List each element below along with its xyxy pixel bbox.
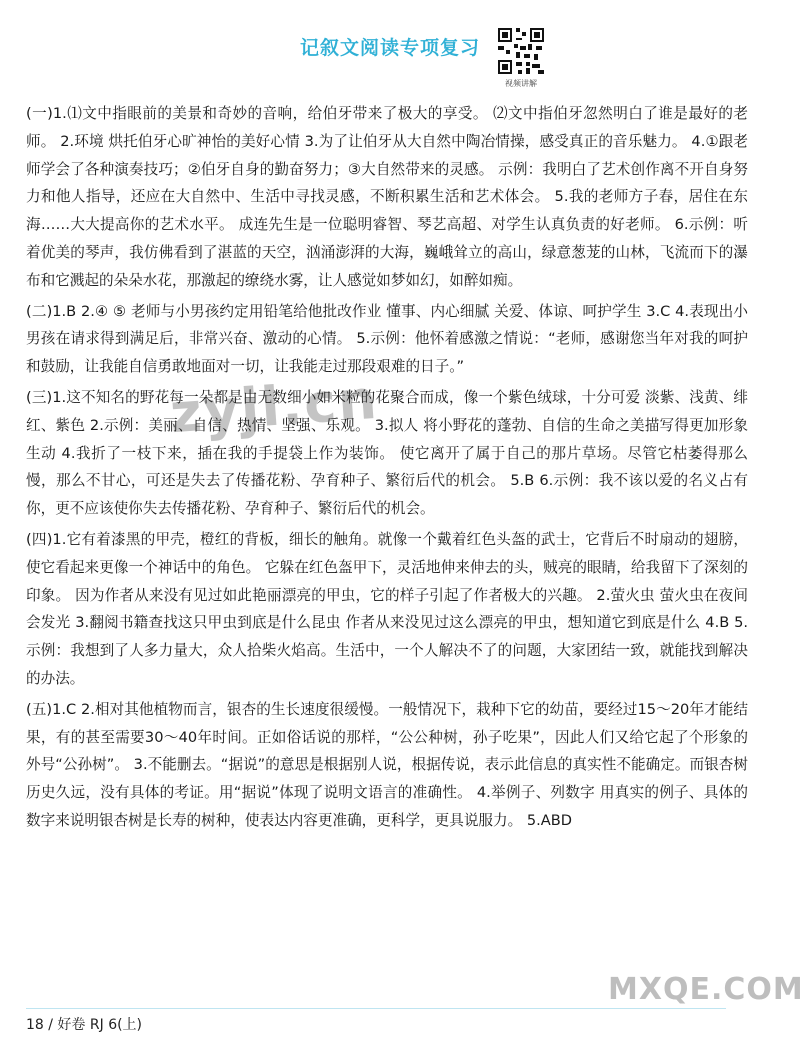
section-1: [26, 100, 748, 295]
page-footer: 18 / 好卷 RJ 6(上): [26, 1017, 143, 1033]
section-2: [26, 298, 748, 381]
section-4: [26, 526, 748, 693]
section-5-text: (五)1.C 2.相对其他植物而言，银杏的生长速度很缓慢。一般情况下，栽种下它的幼苗，要经过15～20年才能结果，有的甚至需要30～40年时间。正如俗话说的那样，“公公种树，孙子吃果”，因此人们又给它起了个形象的外号“公孙树”。 3.不能删去。“据说”的意思是根据别人说，根据传说，表示此信息的真实性不能确定。而银杏树历史久远，没有具体的考证。用“据说”体现了说明文语言的准确性。 4.举例子、列数字 用真实的例子、具体的数字来说明银杏树是长寿的树种，使表达内容更准确，更科学，更具说服力。 5.ABD: [26, 700, 748, 829]
watermark-bottom-right: MXQE.COM: [608, 972, 804, 1007]
watermark-center: zyjl.cn: [168, 367, 381, 446]
section-3: [26, 384, 748, 523]
footer-divider: [26, 1008, 726, 1009]
section-5: [26, 696, 748, 835]
section-1-text: (一)1.⑴文中指眼前的美景和奇妙的音响，给伯牙带来了极大的享受。 ⑵文中指伯牙忽然明白了谁是最好的老师。 2.环境 烘托伯牙心旷神怡的美好心情 3.为了让伯牙从大自然中陶冶情操，感受真正的音乐魅力。 4.①跟老师学会了各种演奏技巧；②伯牙自身的勤奋努力；③大自然带来的灵感。 示例：我明白了艺术创作离不开自身努力和他人指导，还应在大自然中、生活中寻找灵感，不断积累生活和艺术体会。 5.我的老师方子春，居住在东海……大大提高你的艺术水平。 成连先生是一位聪明睿智、琴艺高超、对学生认真负责的好老师。 6.示例：听着优美的琴声，我仿佛看到了湛蓝的天空，汹涌澎湃的大海，巍峨耸立的高山，绿意葱茏的山林，飞流而下的瀑布和它溅起的朵朵水花，那激起的缭绕水雾，让人感觉如梦如幻，如醉如痴。: [26, 105, 748, 289]
page-header: [0, 0, 776, 92]
section-3-text: (三)1.这不知名的野花每一朵都是由无数细小如米粒的花聚合而成，像一个紫色绒球，十分可爱 淡紫、浅黄、绯红、紫色 2.示例：美丽、自信、热情、坚强、乐观。 3.拟人 将小野花的蓬勃、自信的生命之美描写得更加形象生动 4.我折了一枝下来，插在我的手提袋上作为装饰。 使它离开了属于自己的那片草场。尽管它枯萎得那么慢，那么不甘心，可还是失去了传播花粉、孕育种子、繁衍后代的机会。 5.B 6.示例：我不该以爱的名义占有你，更不应该使你失去传播花粉、孕育种子、繁衍后代的机会。: [26, 388, 748, 518]
section-2-text: (二)1.B 2.④ ⑤ 老师与小男孩约定用铅笔给他批改作业 懂事、内心细腻 关爱、体谅、呵护学生 3.C 4.表现出小男孩在请求得到满足后，非常兴奋、激动的心情。 5.示例：他怀着感激之情说：“老师，感谢您当年对我的呵护和鼓励，让我能自信勇敢地面对一切，让我能走过那段艰难的日子。”: [26, 302, 748, 376]
page-title: 记叙文阅读专项复习: [300, 37, 481, 59]
answer-content: [26, 100, 748, 838]
qr-caption: 视频讲解: [505, 79, 537, 88]
qr-code-icon[interactable]: [496, 26, 546, 76]
section-4-text: (四)1.它有着漆黑的甲壳，橙红的背板，细长的触角。就像一个戴着红色头盔的武士，它背后不时扇动的翅膀，使它看起来更像一个神话中的角色。 它躲在红色盔甲下，灵活地伸来伸去的头，贼亮的眼睛，给我留下了深刻的印象。 因为作者从来没有见过如此艳丽漂亮的甲虫，它的样子引起了作者极大的兴趣。 2.萤火虫 萤火虫在夜间会发光 3.翻阅书籍查找这只甲虫到底是什么昆虫 作者从来没见过这么漂亮的甲虫，想知道它到底是什么 4.B 5.示例：我想到了人多力量大，众人拾柴火焰高。生活中，一个人解决不了的问题，大家团结一致，就能找到解决的办法。: [26, 530, 748, 687]
